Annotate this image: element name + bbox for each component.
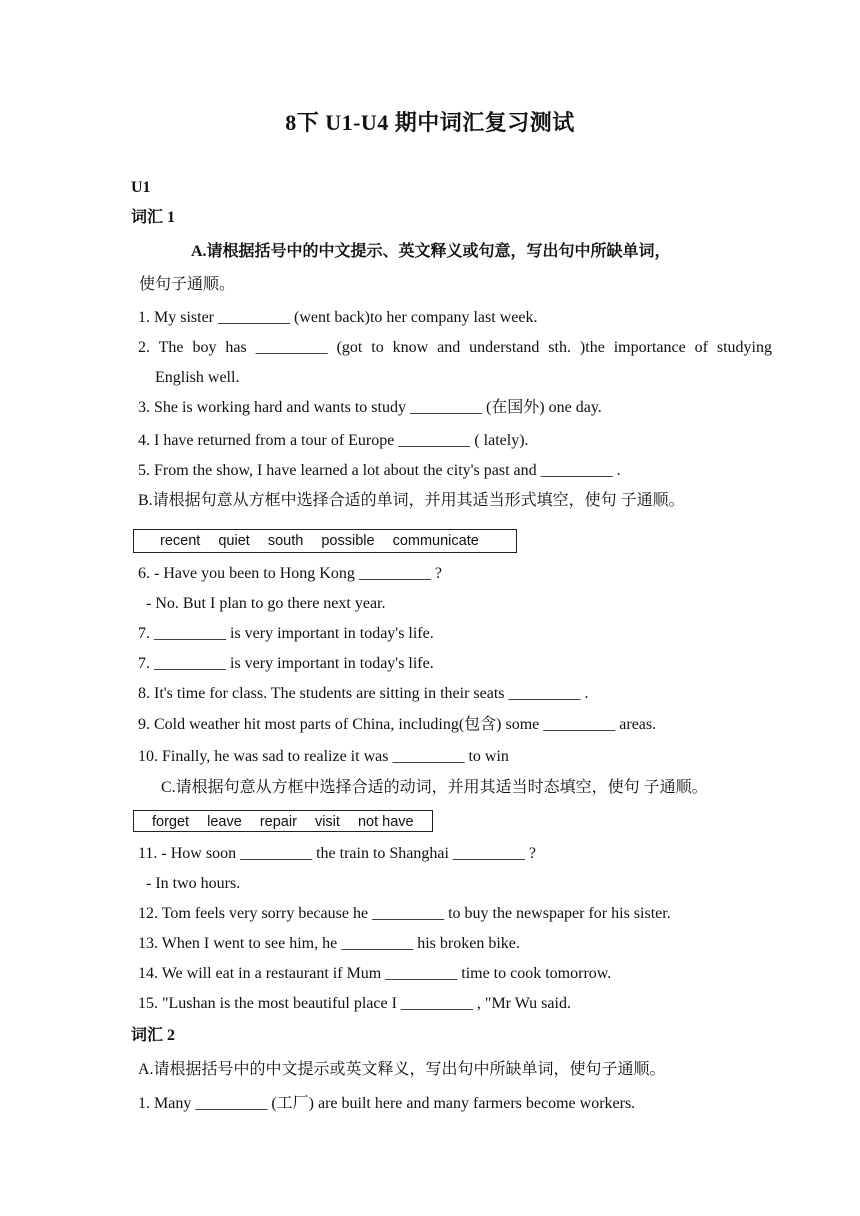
question-item: 11. - How soon _________ the train to Shanghai _________ ? xyxy=(138,845,537,862)
word-bank-box-b xyxy=(133,529,517,553)
question-item-cont: - In two hours. xyxy=(146,875,241,892)
question-item: 10. Finally, he was sad to realize it was _________ to win xyxy=(138,748,509,765)
question-item: 7. _________ is very important in today's life. xyxy=(138,625,434,642)
question-item: 14. We will eat in a restaurant if Mum _________ time to cook tomorrow. xyxy=(138,965,612,982)
word-bank-item: south xyxy=(267,533,304,549)
vocab2-partA-instruction: A.请根据括号中的中文提示或英文释义，写出句中所缺单词，使句子通顺。 xyxy=(138,1061,666,1078)
question-item: 9. Cold weather hit most parts of China, including(包含) some _________ areas. xyxy=(138,716,657,733)
vocab1-partB-instruction: B.请根据句意从方框中选择合适的单词，并用其适当形式填空，使句 子通顺。 xyxy=(138,492,685,509)
question-item: 4. I have returned from a tour of Europe _________ ( lately). xyxy=(138,432,529,449)
word-bank-item: recent xyxy=(160,533,201,549)
question-item: 7. _________ is very important in today's life. xyxy=(138,655,434,672)
vocab1-heading: 词汇 1 xyxy=(131,209,176,226)
vocab1-partA-instruction-cont: 使句子通顺。 xyxy=(139,276,236,293)
word-bank-item: visit xyxy=(314,814,340,830)
word-bank-item: repair xyxy=(259,814,297,830)
question-item: 8. It's time for class. The students are sitting in their seats _________ . xyxy=(138,685,589,702)
word-bank-item: not have xyxy=(357,814,414,830)
question-item: 2. The boy has _________ (got to know and understand sth. )the importance of studying xyxy=(138,339,772,356)
question-item: 15. "Lushan is the most beautiful place I _________ , "Mr Wu said. xyxy=(138,995,571,1012)
question-item: 6. - Have you been to Hong Kong _________ ? xyxy=(138,565,442,582)
question-item-cont: English well. xyxy=(155,369,240,386)
word-bank-item: leave xyxy=(207,814,242,830)
unit-heading: U1 xyxy=(131,179,151,196)
vocab2-heading: 词汇 2 xyxy=(131,1027,176,1044)
vocab1-partA-instruction: A.请根据括号中的中文提示、英文释义或句意，写出句中所缺单词， xyxy=(191,243,671,260)
question-item: 1. My sister _________ (went back)to her company last week. xyxy=(138,309,538,326)
question-item: 13. When I went to see him, he _________ his broken bike. xyxy=(138,935,520,952)
word-bank-box-c xyxy=(133,810,433,832)
word-bank-item: forget xyxy=(152,814,190,830)
page-title: 8下 U1-U4 期中词汇复习测试 xyxy=(285,110,575,135)
question-item: 5. From the show, I have learned a lot about the city's past and _________ . xyxy=(138,462,621,479)
word-bank-item: communicate xyxy=(392,533,479,549)
word-bank-item: possible xyxy=(321,533,375,549)
question-item: 3. She is working hard and wants to study _________ (在国外) one day. xyxy=(138,399,602,416)
question-item-cont: - No. But I plan to go there next year. xyxy=(146,595,386,612)
word-bank-item: quiet xyxy=(218,533,250,549)
vocab1-partC-instruction: C.请根据句意从方框中选择合适的动词，并用其适当时态填空，使句 子通顺。 xyxy=(161,779,708,796)
question-item: 1. Many _________ (工厂) are built here and many farmers become workers. xyxy=(138,1095,636,1112)
question-item: 12. Tom feels very sorry because he _________ to buy the newspaper for his sister. xyxy=(138,905,671,922)
